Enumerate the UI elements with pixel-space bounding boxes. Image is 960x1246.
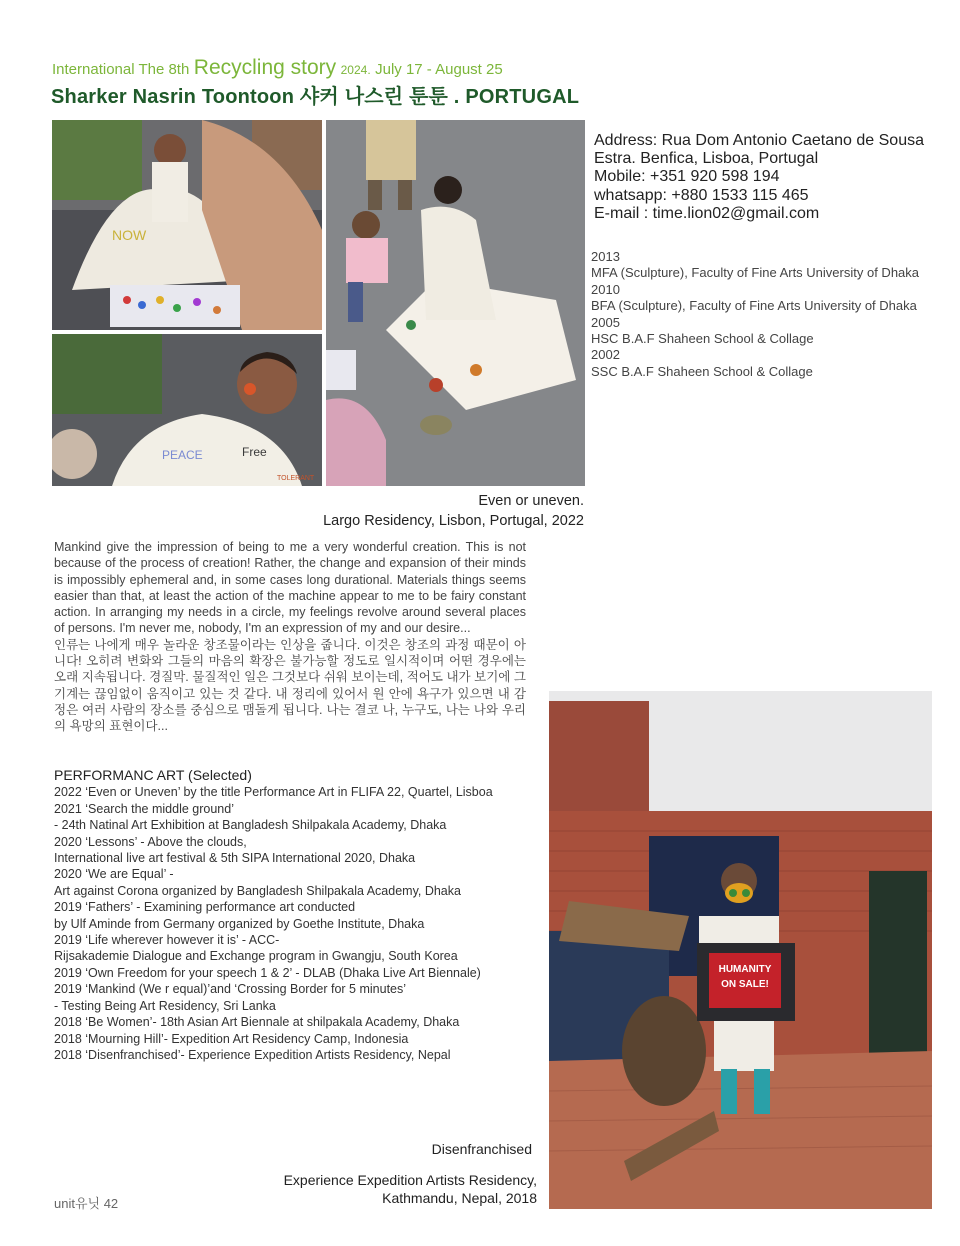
edu-detail: BFA (Sculpture), Faculty of Fine Arts University of Dhaka [591, 298, 917, 314]
performance-heading: PERFORMANC ART (Selected) [54, 767, 252, 783]
performance-entry: Art against Corona organized by Bangladesh Shilpakala Academy, Dhaka [54, 883, 461, 898]
edu-year: 2010 [591, 281, 620, 297]
performance-entry: 2018 ‘Disenfranchised’- Experience Expedition Artists Residency, Nepal [54, 1047, 451, 1062]
whatsapp-number: whatsapp: +880 1533 115 465 [594, 186, 809, 204]
performance-entry: 2018 ‘Mourning Hill’- Expedition Art Residency Camp, Indonesia [54, 1031, 409, 1046]
event-prefix: International The 8th [52, 61, 190, 78]
event-year: 2024. [340, 63, 371, 77]
photo-children-painting-cloth [326, 120, 585, 486]
cloth-text-free: Free [242, 445, 267, 459]
performance-entry: - 24th Natinal Art Exhibition at Bangladesh Shilpakala Academy, Dhaka [54, 818, 447, 833]
photo-performer-white-dress [52, 120, 322, 330]
performance-entry: 2020 ‘We are Equal’ - [54, 867, 174, 882]
edu-detail: SSC B.A.F Shaheen School & Collage [591, 363, 813, 379]
event-header [52, 56, 503, 80]
mobile-number: Mobile: +351 920 598 194 [594, 168, 780, 186]
edu-year: 2005 [591, 314, 620, 330]
artist-statement [54, 539, 526, 735]
caption-location: Largo Residency, Lisbon, Portugal, 2022 [323, 513, 584, 529]
tv-sign-humanity: HUMANITY [718, 964, 772, 975]
statement-korean: 인류는 나에게 매우 놀라운 창조물이라는 인상을 줍니다. 이것은 창조의 과정 때문이 아니다! 오히려 변화와 그들의 마음의 확장은 불가능할 정도로 일시적이며 어떤 경우에는 오래 지속됩니다. 경질막. 물질적인 일은 그것보다 쉬워 보이는데, 적어도 내가 보기에 그 기계는 끊임없이 움직이고 있는 것 같다. 내 정리에 있어서 원 안에 욕구가 있으면 내 감정은 여러 사람의 장소를 중심으로 맴돌게 됩니다. 나는 결코 나, 누구도, 나는 나와 우리의 욕망의 표현이다... [54, 637, 526, 734]
event-name: Recycling story [193, 56, 337, 79]
photo-disenfranchised-performance [549, 691, 932, 1209]
caption-title: Even or uneven. [478, 493, 584, 509]
email-address: E-mail : time.lion02@gmail.com [594, 204, 820, 222]
page-number: unit유닛 42 [54, 1196, 119, 1211]
photo-caption-residency [284, 1171, 537, 1207]
cloth-text-peace: PEACE [162, 448, 203, 462]
address-line-2: Estra. Benfica, Lisboa, Portugal [594, 150, 819, 168]
performance-entry: 2019 ‘Fathers’ - Examining performance art conducted [54, 900, 356, 915]
contact-block [594, 132, 924, 223]
performance-entry: International live art festival & 5th SIPA International 2020, Dhaka [54, 851, 416, 866]
performance-entry: 2019 ‘Mankind (We r equal)’and ‘Crossing Border for 5 minutes’ [54, 982, 407, 997]
performance-list [54, 767, 534, 1063]
edu-detail: HSC B.A.F Shaheen School & Collage [591, 331, 814, 347]
education-list [591, 249, 919, 380]
edu-year: 2013 [591, 249, 620, 264]
photo-performer-face-paint [52, 334, 322, 486]
caption-residency-line: Experience Expedition Artists Residency, [283, 1172, 537, 1188]
event-dates: July 17 - August 25 [375, 61, 503, 78]
photo-caption-disenfranchised: Disenfranchised [431, 1141, 532, 1157]
address-line-1: Address: Rua Dom Antonio Caetano de Sousa [594, 132, 924, 149]
cloth-text-tolerant: TOLERANT [277, 475, 315, 482]
artist-title: Sharker Nasrin Toontoon 샤커 나스린 툰툰 . PORTUGAL [51, 86, 580, 108]
edu-detail: MFA (Sculpture), Faculty of Fine Arts University of Dhaka [591, 265, 920, 281]
performance-entry: 2019 ‘Life wherever however it is’ - ACC- [54, 933, 280, 948]
photo-caption-even-or-uneven [323, 491, 584, 531]
cloth-text-now: NOW [112, 227, 147, 243]
performance-entry: Rijsakademie Dialogue and Exchange program in Gwangju, South Korea [54, 949, 458, 964]
performance-entry: 2018 ‘Be Women’- 18th Asian Art Biennale at shilpakala Academy, Dhaka [54, 1015, 460, 1030]
edu-year: 2002 [591, 347, 620, 363]
performance-entry: 2019 ‘Own Freedom for your speech 1 & 2’ - DLAB (Dhaka Live Art Biennale) [54, 965, 481, 980]
performance-entry: 2020 ‘Lessons’ - Above the clouds, [54, 834, 247, 849]
performance-entry: 2021 ‘Search the middle ground’ [54, 801, 234, 816]
performance-entry: by Ulf Aminde from Germany organized by Goethe Institute, Dhaka [54, 916, 425, 931]
performance-entry: 2022 ‘Even or Uneven’ by the title Performance Art in FLIFA 22, Quartel, Lisboa [54, 785, 493, 800]
caption-location-line: Kathmandu, Nepal, 2018 [382, 1190, 537, 1206]
performance-entry: - Testing Being Art Residency, Sri Lanka [54, 998, 276, 1013]
statement-english: Mankind give the impression of being to me a very wonderful creation. This is not because of the process of creation! Rather, the change and expansion of their minds is impossibly ephemeral and, in some cases long durational. Materials things seems easier than that, at least the action of the machine appear to me to be fairy constant action. In arranging my needs in a circle, my feelings revolve around several places of persons. I'm never me, nobody, I'm an expression of my and our desire... [54, 540, 526, 636]
tv-sign-on-sale: ON SALE! [721, 979, 769, 990]
